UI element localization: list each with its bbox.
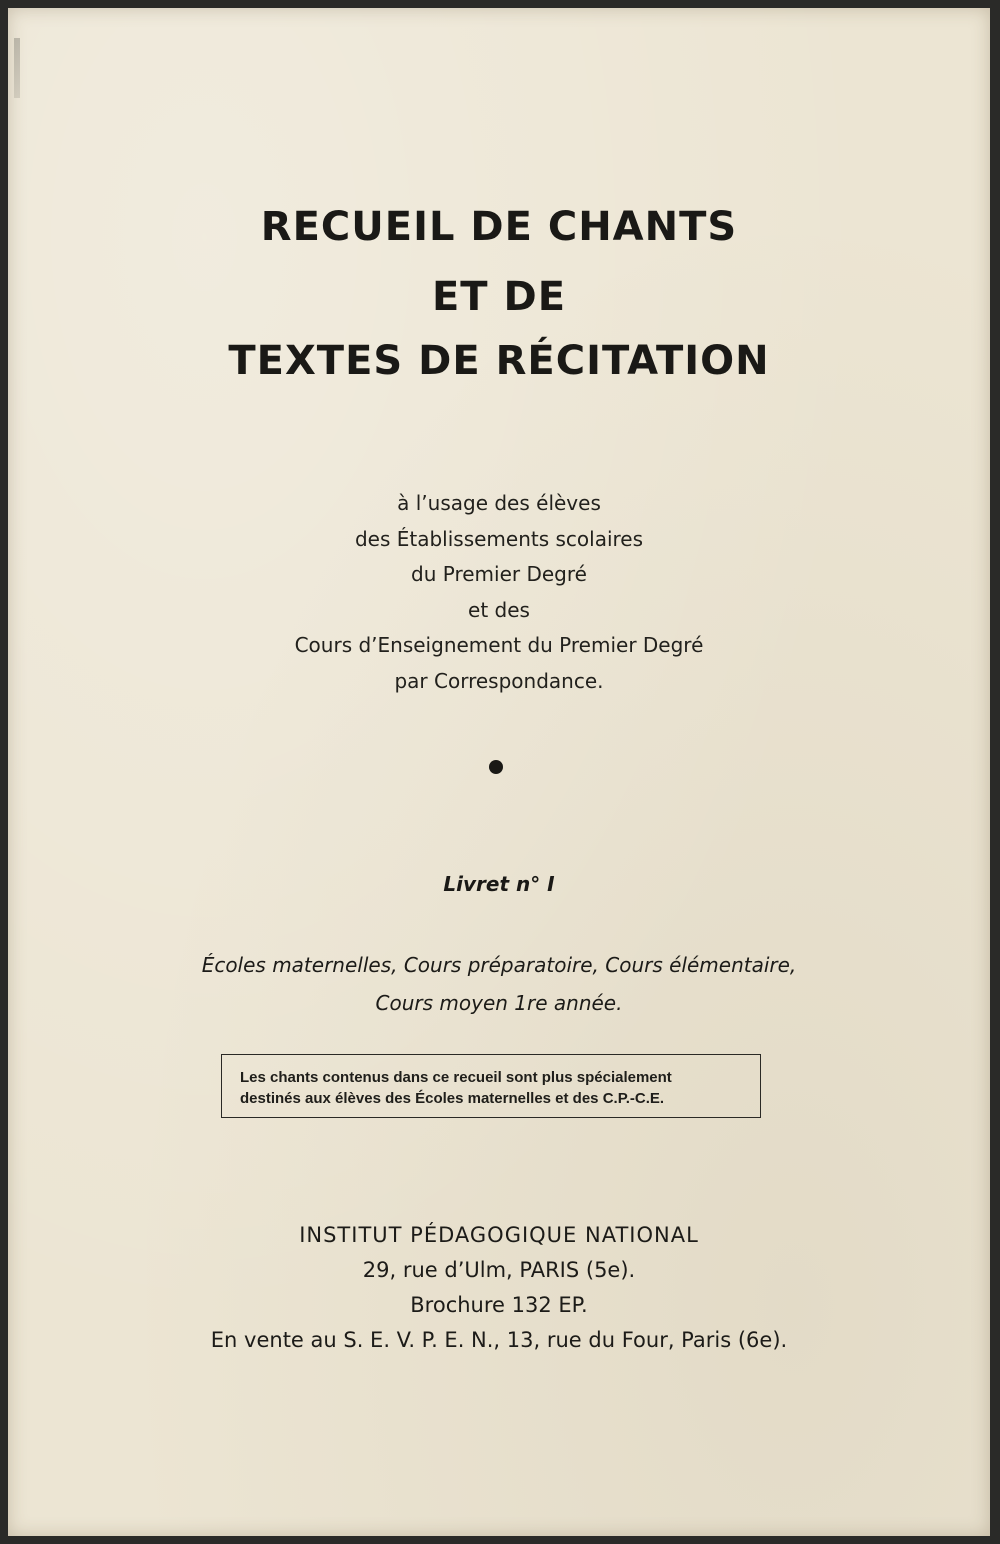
title-line-3: TEXTES DE RÉCITATION	[228, 338, 770, 384]
notice-line: destinés aux élèves des Écoles maternelles et des C.P.-C.E.	[240, 1090, 665, 1107]
audience-line: des Établissements scolaires	[354, 526, 644, 551]
levels-line: Écoles maternelles, Cours préparatoire, Cours élémentaire,	[201, 953, 797, 977]
audience-line: du Premier Degré	[411, 562, 587, 586]
booklet-cover	[8, 8, 990, 1536]
title-line-1: RECUEIL DE CHANTS	[260, 204, 738, 250]
audience-line: par Correspondance.	[394, 668, 604, 693]
edge-wear	[14, 38, 20, 98]
sale-info: En vente au S. E. V. P. E. N., 13, rue du Four, Paris (6e).	[210, 1328, 788, 1352]
school-levels	[8, 946, 990, 1022]
booklet-number: Livret n° I	[443, 872, 555, 896]
publisher-info	[8, 1218, 990, 1358]
audience-line: Cours d’Enseignement du Premier Degré	[294, 633, 704, 657]
notice-line: Les chants contenus dans ce recueil sont plus spécialement	[240, 1069, 672, 1086]
publisher-address: 29, rue d’Ulm, PARIS (5e).	[362, 1258, 636, 1282]
levels-line: Cours moyen 1re année.	[375, 991, 623, 1015]
audience-line: à l’usage des élèves	[397, 491, 601, 515]
publisher-name: INSTITUT PÉDAGOGIQUE NATIONAL	[299, 1223, 699, 1247]
bullet-dot	[489, 760, 503, 774]
notice-box	[221, 1054, 761, 1118]
brochure-number: Brochure 132 EP.	[410, 1293, 588, 1317]
audience-description	[8, 486, 990, 699]
title-line-2: ET DE	[431, 274, 567, 320]
audience-line: et des	[468, 597, 530, 622]
